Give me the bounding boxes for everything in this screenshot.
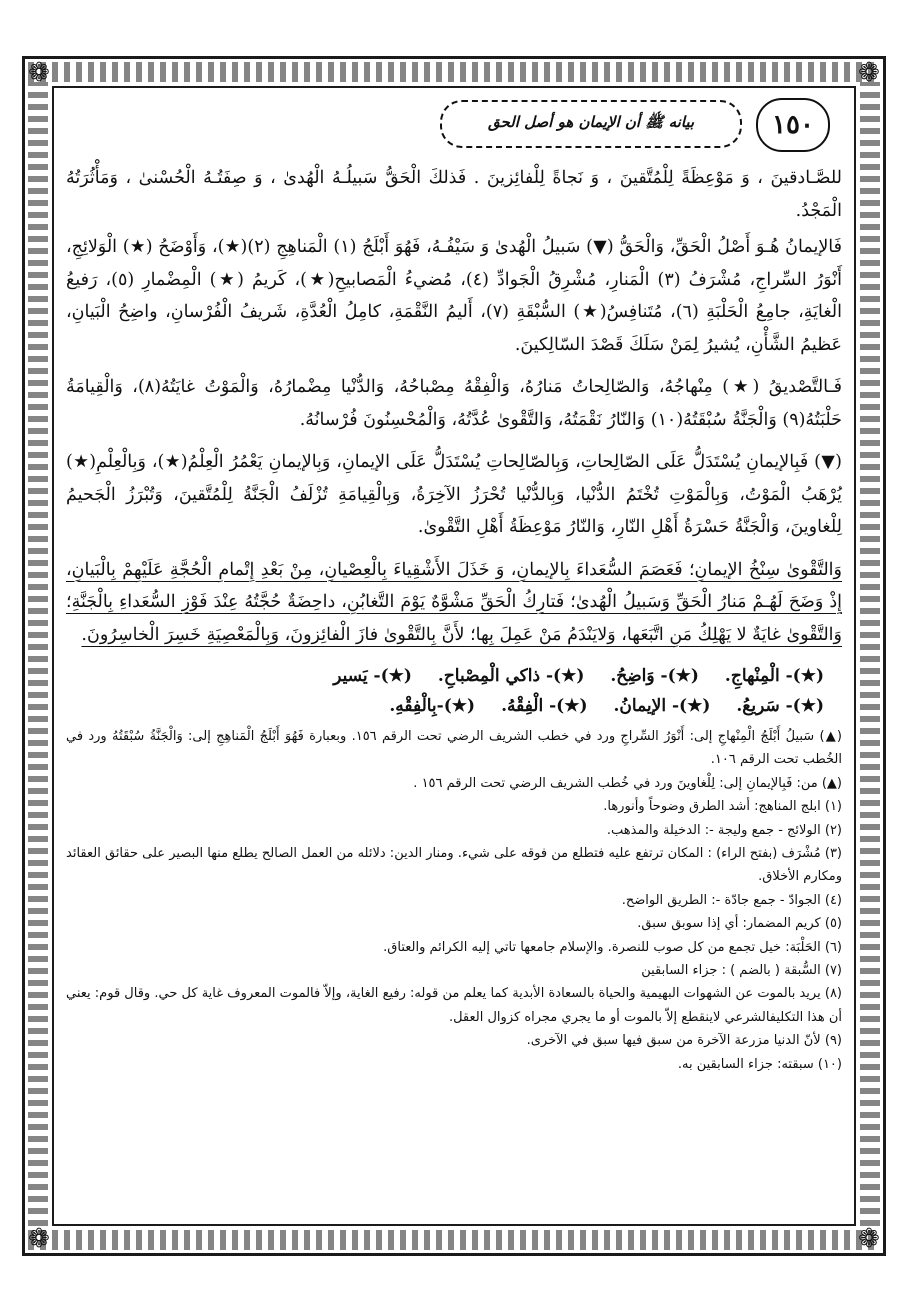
variant-item: (★)- سَريعُ.: [736, 696, 824, 716]
footnote: (▲) سَبيلُ أَبْلَجُ الْمِنْهاجِ إلى: أَنْوَرُ السِّراجِ ورد في خطب الشريف الرضي تحت الرقم ١٥٦. وبعبارة فَهُوَ أَبْلَجُ الْمَناهِجِ إلى: وَالْجَنَّةُ سُبْقَتُهُ ورد في الخُطب تحت الرقم ١٠٦.: [66, 729, 842, 768]
footnote: (١) ابلج المناهج: أشد الطرق وضوحاً وأنورها.: [603, 799, 842, 815]
footnote: (٢) الولائج - جمع وليجة -: الدخيلة والمذهب.: [606, 822, 842, 838]
paragraph: للصَّـادقينَ ، وَ مَوْعِظَةً لِلْمُتَّقينَ ، وَ نَجاةً لِلْفائِزينَ . فَذلكَ الْحَقُّ سَبيلُـهُ الْهُدىٰ ، وَ صِفَتُـهُ الْحُسْنىٰ ، وَمَأْثُرَتُهُ الْمَجْدُ.: [66, 168, 842, 221]
footnote: (٧) السُّبقة ( بالضم ) : جزاء السابقين: [641, 963, 842, 979]
variant-item: (★)-بِالْفِقْهِ.: [389, 696, 476, 716]
corner-ornament-icon: ❁: [28, 58, 50, 88]
chapter-title: بيانه ﷺ أن الإيمان هو أصل الحق: [487, 113, 695, 131]
variant-item: (★)- يَسير: [333, 666, 412, 686]
page-content: [66, 92, 842, 1076]
page-header: [66, 92, 842, 162]
footnote: (٨) يريد بالموت عن الشهوات البهيمية والحياة بالسعادة الأبدية كما يعلم من قوله: رفيع الغاية، وإلاّ فالموت المعروف غاية كل حي. وقال قوم: يعني أن هذا التكليفالشرعي لاينقطع إلاّ بالموت أو ما يجري مجراه كزوال العقل.: [66, 986, 842, 1025]
corner-ornament-icon: ❁: [858, 1224, 880, 1254]
corner-ornament-icon: ❁: [28, 1224, 50, 1254]
footnotes: [66, 725, 842, 1076]
footnote: (٦) الحَلْبَة: خيل تجمع من كل صوب للنصرة. والإسلام جامعها تاتي إليه الكرائم والعتاق.: [383, 939, 842, 955]
footnote: (٣) مُشْرَف (بفتح الراء) : المكان ترتفع عليه فتطلع من فوقه على شيء. ومنار الدين: دلائله من العمل الصالح يطلع منها البصير على حقائق العقائد ومكارم الأخلاق.: [66, 846, 842, 885]
variant-item: (★)- الْمِنْهاجِ.: [724, 666, 824, 686]
paragraph: فَالإيمانُ هُـوَ أَصْلُ الْحَقِّ، وَالْحَقُّ (▼) سَبيلُ الْهُدىٰ وَ سَيْفُـهُ، فَهُوَ أَبْلَجُ (١) الْمَناهِجِ (٢)(★)، وَأَوْضَحُ (★) الْوَلائِجِ، أَنْوَرُ السِّراجِ، مُشْرَفُ (٣) الْمَنارِ، مُشْرِقُ الْجَوادِّ (٤)، مُضيءُ الْمَصابيحِ(★)، كَريمُ (★) الْمِضْمارِ (٥)، رَفيعُ الْغايَةِ، جامِعُ الْحَلْبَةِ (٦)، مُتَنافِسُ(★) السُّبْقَةِ (٧)، أَليمُ النَّقْمَةِ، كامِلُ الْعُدَّةِ، شَريفُ الْفُرْسانِ، واضِحُ الْبَيانِ، عَظيمُ الشَّأْنِ، يُشيرُ لِمَنْ سَلَكَ قَصْدَ السّالِكينَ.: [66, 237, 842, 355]
paragraph: وَالتَّقْوىٰ سِنْخُ الإيمانِ؛ فَعَصَمَ السُّعَداءَ بِالإيمانِ، وَ خَذَلَ الأَشْقِياءَ بِالْعِصْيانِ، مِنْ بَعْدِ إِتْمامِ الْحُجَّةِ عَلَيْهِمْ بِالْبَيانِ، إِذْ وَضَحَ لَهُـمْ مَنارُ الْحَقِّ وَسَبيلُ الْهُدىٰ؛ فَتارِكُ الْحَقِّ مَشْوَّهٌ يَوْمَ التَّغابُنِ، داحِضَةٌ حُجَّتُهُ عِنْدَ فَوْزِ السُّعَداءِ بِالْجَنَّةِ؛ وَالتَّقْوىٰ غايَةٌ لا يَهْلِكُ مَنِ اتَّبَعَها، وَلايَنْدَمُ مَنْ عَمِلَ بِها؛ لأَنَّ بِالتَّقْوىٰ فازَ الْفائِزونَ، وَبِالْمَعْصِيَةِ خَسِرَ الْخاسِرُونَ.: [66, 559, 842, 645]
paragraph: فَـالتَّصْديقُ (★) مِنْهاجُهُ، وَالصّالِحاتُ مَنارُهُ، وَالْفِقْهُ مِصْباحُهُ، وَالدُّنْيا مِضْمارُهُ، وَالْمَوْتُ غايَتُهُ(٨)، وَالْقِيامَةُ حَلْبَتُهُ(٩) وَالْجَنَّةُ سُبْقَتُهُ(١٠) وَالنّارُ نَقْمَتُهُ، وَالتَّقْوىٰ عُدَّتُهُ، وَالْمُحْسِنُونَ فُرْسانُهُ.: [66, 377, 842, 430]
main-text: [66, 162, 842, 651]
footnote: (▲) من: فَبِالإيمانِ إلى: لِلْغاوينَ ورد في خُطب الشريف الرضي تحت الرقم ١٥٦ .: [413, 775, 842, 791]
variant-item: (★)- ذاكي الْمِصْباحِ.: [437, 666, 585, 686]
variant-row: [66, 661, 842, 691]
variant-readings: [66, 661, 842, 721]
footnote: (١٠) سبقته: جزاء السابقين به.: [677, 1056, 842, 1072]
footnote: (٥) كريم المضمار: أي إذا سوبق سبق.: [637, 916, 842, 932]
corner-ornament-icon: ❁: [858, 58, 880, 88]
variant-item: (★)- الْفِقْهُ.: [501, 696, 588, 716]
paragraph: (▼) فَبِالإيمانِ يُسْتَدَلُّ عَلَى الصّالِحاتِ، وَبِالصّالِحاتِ يُسْتَدَلُّ عَلَى الإيمانِ، وَبِالإيمانِ يَعْمُرُ الْعِلْمُ(★)، وَبِالْعِلْمِ(★) يُرْهَبُ الْمَوْتُ، وَبِالْمَوْتِ تُخْتَمُ الدُّنْيا، وَبِالدُّنْيا تُحْرَزُ الآخِرَةُ، وَبِالْقِيامَةِ تُزْلَفُ الْجَنَّةُ لِلْمُتَّقينَ، وَتُبْرَزُ الْجَحيمُ لِلْغاوينَ، وَالْجَنَّةُ حَسْرَةُ أَهْلِ النّارِ، وَالنّارُ مَوْعِظَةُ أَهْلِ التَّقْوىٰ.: [66, 452, 842, 537]
variant-row: [66, 691, 842, 721]
variant-item: (★)- وَاضِحُ.: [610, 666, 699, 686]
page-number: ١٥٠: [756, 98, 830, 152]
chapter-title-box: [440, 100, 742, 148]
variant-item: (★)- الإيمانُ.: [613, 696, 711, 716]
footnote: (٩) لأنّ الدنيا مزرعة الآخرة من سبق فيها سبق في الآخرى.: [526, 1033, 842, 1049]
footnote: (٤) الجوادّ - جمع جادّة -: الطريق الواضح.: [621, 892, 842, 908]
